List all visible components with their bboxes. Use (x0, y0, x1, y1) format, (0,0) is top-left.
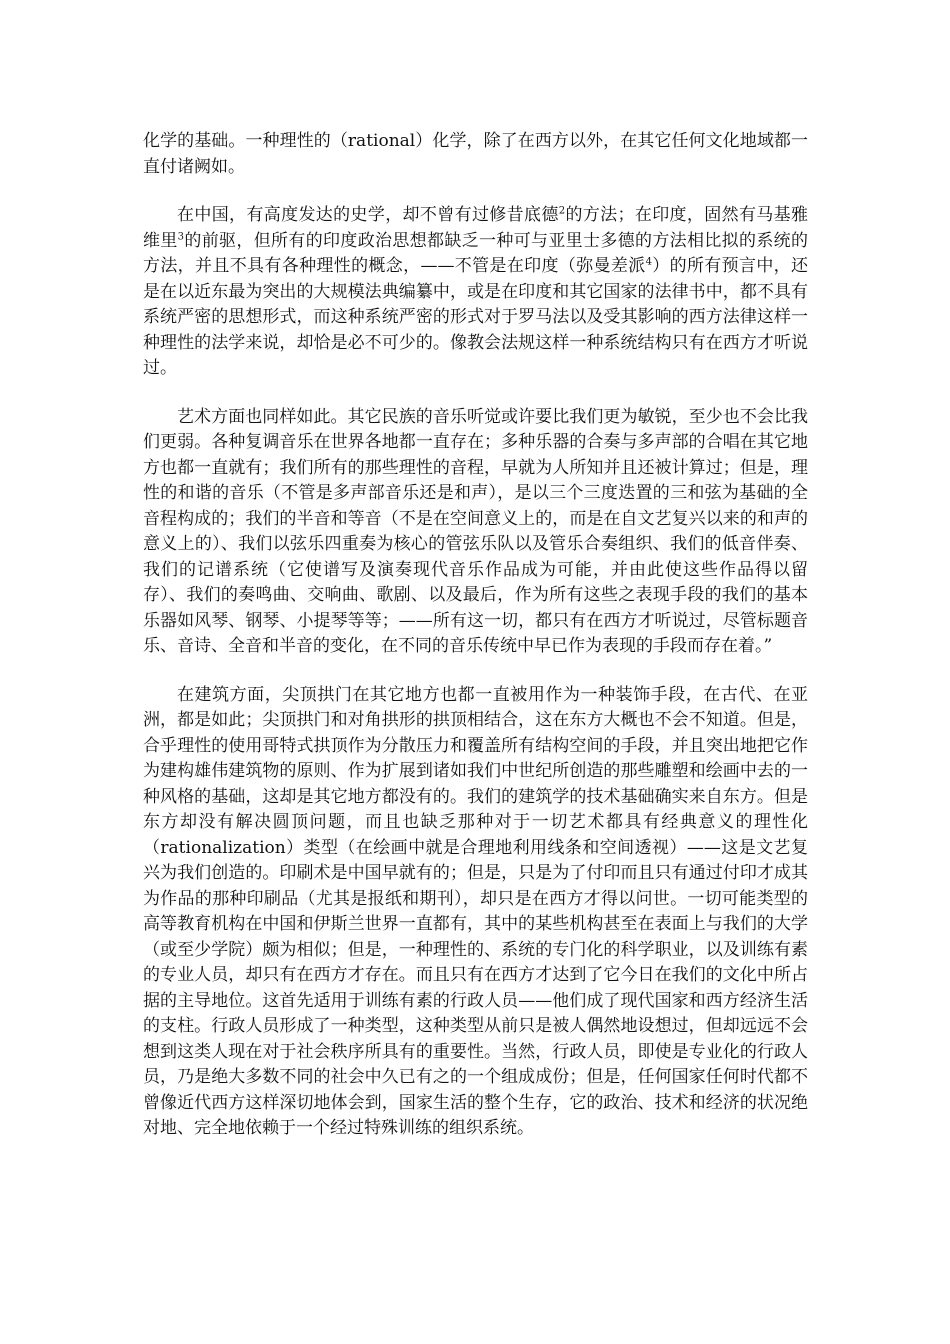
paragraph-rational-chemistry (143, 129, 808, 180)
footnote-marker[interactable]: 2 (558, 205, 566, 217)
paragraph-text: 化学的基础。一种理性的（rational）化学，除了在西方以外，在其它任何文化地域都一直付诸阙如。 (143, 131, 808, 177)
paragraph-text: 在建筑方面，尖顶拱门在其它地方也都一直被用作为一种装饰手段，在古代、在亚洲，都是如此；尖顶拱门和对角拱形的拱顶相结合，这在东方大概也不会不知道。但是，合乎理性的使用哥特式拱顶作为分散压力和覆盖所有结构空间的手段，并且突出地把它作为建构雄伟建筑物的原则、作为扩展到诸如我们中世纪所创造的那些雕塑和绘画中去的一种风格的基础，这却是其它地方都没有的。我们的建筑学的技术基础确实来自东方。但是东方却没有解决圆顶问题，而且也缺乏那种对于一切艺术都具有经典意义的理性化（rationalization）类型（在绘画中就是合理地利用线条和空间透视）——这是文艺复兴为我们创造的。印刷术是中国早就有的；但是，只是为了付印而且只有通过付印才成其为作品的那种印刷品（尤其是报纸和期刊），却只是在西方才得以问世。一切可能类型的高等教育机构在中国和伊斯兰世界一直都有，其中的某些机构甚至在表面上与我们的大学（或至少学院）颇为相似；但是，一种理性的、系统的专门化的科学职业，以及训练有素的专业人员，却只有在西方才存在。而且只有在西方才达到了它今日在我们的文化中所占据的主导地位。这首先适用于训练有素的行政人员——他们成了现代国家和西方经济生活的支柱。行政人员形成了一种类型，这种类型从前只是被人偶然地设想过，但却远远不会想到这类人现在对于社会秩序所具有的重要性。当然，行政人员，即使是专业化的行政人员，乃是绝大多数不同的社会中久已有之的一个组成成份；但是，任何国家任何时代都不曾像近代西方这样深切地体会到，国家生活的整个生存，它的政治、技术和经济的状况绝对地、完全地依赖于一个经过特殊训练的组织系统。 (143, 684, 808, 1138)
paragraph-music (143, 405, 808, 660)
document-body (143, 129, 808, 1165)
paragraph-architecture-administration (143, 683, 808, 1142)
paragraph-text: 的前驱，但所有的印度政治思想都缺乏一种可与亚里士多德的方法相比拟的系统的方法，并且不具有各种理性的概念，——不管是在印度（弥曼差派 (143, 230, 809, 276)
paragraph-text: 的方法；在印度，固然有马基雅维里 (143, 205, 809, 251)
paragraph-history-law (143, 203, 808, 382)
paragraph-text: ）的所有预言中，还是在以近东最为突出的大规模法典编纂中，或是在印度和其它国家的法律书中，都不具有系统严密的思想形式，而这种系统严密的形式对于罗马法以及受其影响的西方法律这样一种理性的法学来说，却恰是必不可少的。像教会法规这样一种系统结构只有在西方才听说过。 (143, 256, 809, 378)
paragraph-text: 艺术方面也同样如此。其它民族的音乐听觉或许要比我们更为敏锐，至少也不会比我们更弱。各种复调音乐在世界各地都一直存在；多种乐器的合奏与多声部的合唱在其它地方也都一直就有；我们所有的那些理性的音程，早就为人所知并且还被计算过；但是，理性的和谐的音乐（不管是多声部音乐还是和声），是以三个三度迭置的三和弦为基础的全音程构成的；我们的半音和等音（不是在空间意义上的，而是在自文艺复兴以来的和声的意义上的）、我们以弦乐四重奏为核心的管弦乐队以及管乐合奏组织、我们的低音伴奏、我们的记谱系统（它使谱写及演奏现代音乐作品成为可能，并由此使这些作品得以留存）、我们的奏鸣曲、交响曲、歌剧、以及最后，作为所有这些之表现手段的我们的基本乐器如风琴、钢琴、小提琴等等；——所有这一切，都只有在西方才听说过，尽管标题音乐、音诗、全音和半音的变化，在不同的音乐传统中早已作为表现的手段而存在着。” (143, 406, 808, 656)
paragraph-text: 在中国，有高度发达的史学，却不曾有过修昔底德 (177, 205, 559, 225)
footnote-marker[interactable]: 4 (645, 256, 652, 268)
footnote-marker[interactable]: 3 (177, 230, 185, 242)
